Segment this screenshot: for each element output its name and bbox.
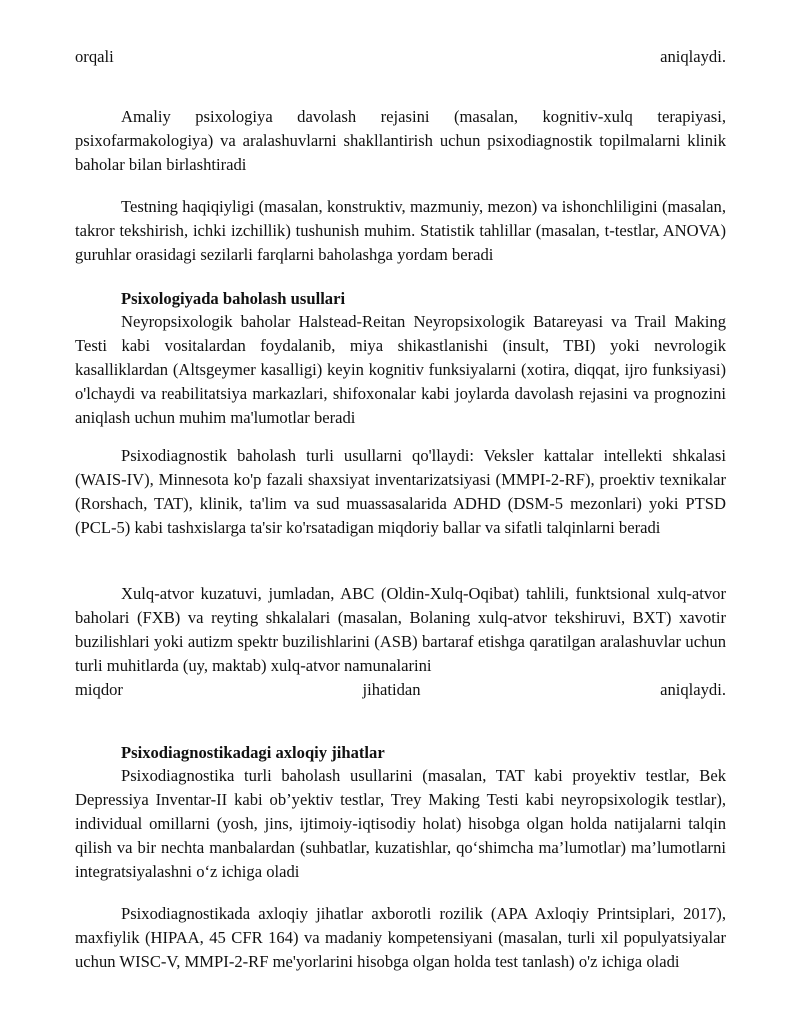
paragraph-1: Amaliy psixologiya davolash rejasini (masalan, kognitiv-xulq terapiyasi, psixofarmakologiya) va aralashuvlarni shakllantirish uchun psixodiagnostik topilmalarni klinik baholar bilan birlashtiradi xyxy=(75,107,726,174)
paragraph-5: Xulq-atvor kuzatuvi, jumladan, ABC (Oldin-Xulq-Oqibat) tahlili, funktsional xulq-atvor baholari (FXB) va reyting shkalalari (masalan, Bolaning xulq-atvor tekshiruvi, BXT) xavotir buzilishlari yoki autizm spektr buzilishlarini (ASB) bartaraf etishga qaratilgan aralashuvlar uchun turli muhitlarda (uy, maktab) xulq-atvor namunalarini xyxy=(75,584,726,675)
top-line-left: orqali xyxy=(75,47,114,66)
top-line xyxy=(75,45,726,69)
section-heading-1: Psixologiyada baholash usullari xyxy=(121,289,346,308)
paragraph-5-word-2: jihatidan xyxy=(362,680,421,699)
paragraph-6: Psixodiagnostika turli baholash usullarini (masalan, TAT kabi proyektiv testlar, Bek Depressiya Inventar-II kabi ob’yektiv testlar, Trey Making Testi kabi neyropsixologik testlar), individual omillarni (yosh, jins, ijtimoiy-iqtisodiy holat) hisobga olgan holda natijalarni talqin qilish va bir nechta manbalardan (suhbatlar, kuzatishlar, qo‘shimcha ma’lumotlar) ma’lumotlarni integratsiyalashni o‘z ichiga oladi xyxy=(75,766,726,881)
section-heading-2: Psixodiagnostikadagi axloqiy jihatlar xyxy=(121,743,385,762)
paragraph-7: Psixodiagnostikada axloqiy jihatlar axborotli rozilik (APA Axloqiy Printsiplari, 2017), maxfiylik (HIPAA, 45 CFR 164) va madaniy kompetensiyani (masalan, turli xil populyatsiyalar uchun WISC-V, MMPI-2-RF me'yorlarini hisobga olgan holda test tanlash) o'z ichiga oladi xyxy=(75,904,726,971)
paragraph-5-last-line xyxy=(75,678,726,702)
paragraph-5-word-1: miqdor xyxy=(75,680,123,699)
paragraph-5-word-3: aniqlaydi. xyxy=(660,680,726,699)
paragraph-3: Neyropsixologik baholar Halstead-Reitan Neyropsixologik Batareyasi va Trail Making Testi kabi vositalardan foydalanib, miya shikastlanishi (insult, TBI) yoki nevrologik kasalliklardan (Altsgeymer kasalligi) keyin kognitiv funksiyalarni (xotira, diqqat, ijro funksiyasi) o'lchaydi va reabilitatsiya markazlari, shifoxonalar kabi joylarda davolash rejasini va prognozini aniqlash uchun muhim ma'lumotlar beradi xyxy=(75,312,726,427)
top-line-right: aniqlaydi. xyxy=(660,47,726,66)
paragraph-2: Testning haqiqiyligi (masalan, konstruktiv, mazmuniy, mezon) va ishonchliligini (masalan, takror tekshirish, ichki izchillik) tushunish muhim. Statistik tahlillar (masalan, t-testlar, ANOVA) guruhlar orasidagi sezilarli farqlarni baholashga yordam beradi xyxy=(75,197,726,264)
paragraph-4: Psixodiagnostik baholash turli usullarni qo'llaydi: Veksler kattalar intellekti shkalasi (WAIS-IV), Minnesota ko'p fazali shaxsiyat inventarizatsiyasi (MMPI-2-RF), proektiv texnikalar (Rorshach, TAT), klinik, ta'lim va sud muassasalarida ADHD (DSM-5 mezonlari) yoki PTSD (PCL-5) kabi tashxislarga ta'sir ko'rsatadigan miqdoriy ballar va sifatli talqinlarni beradi xyxy=(75,446,726,537)
